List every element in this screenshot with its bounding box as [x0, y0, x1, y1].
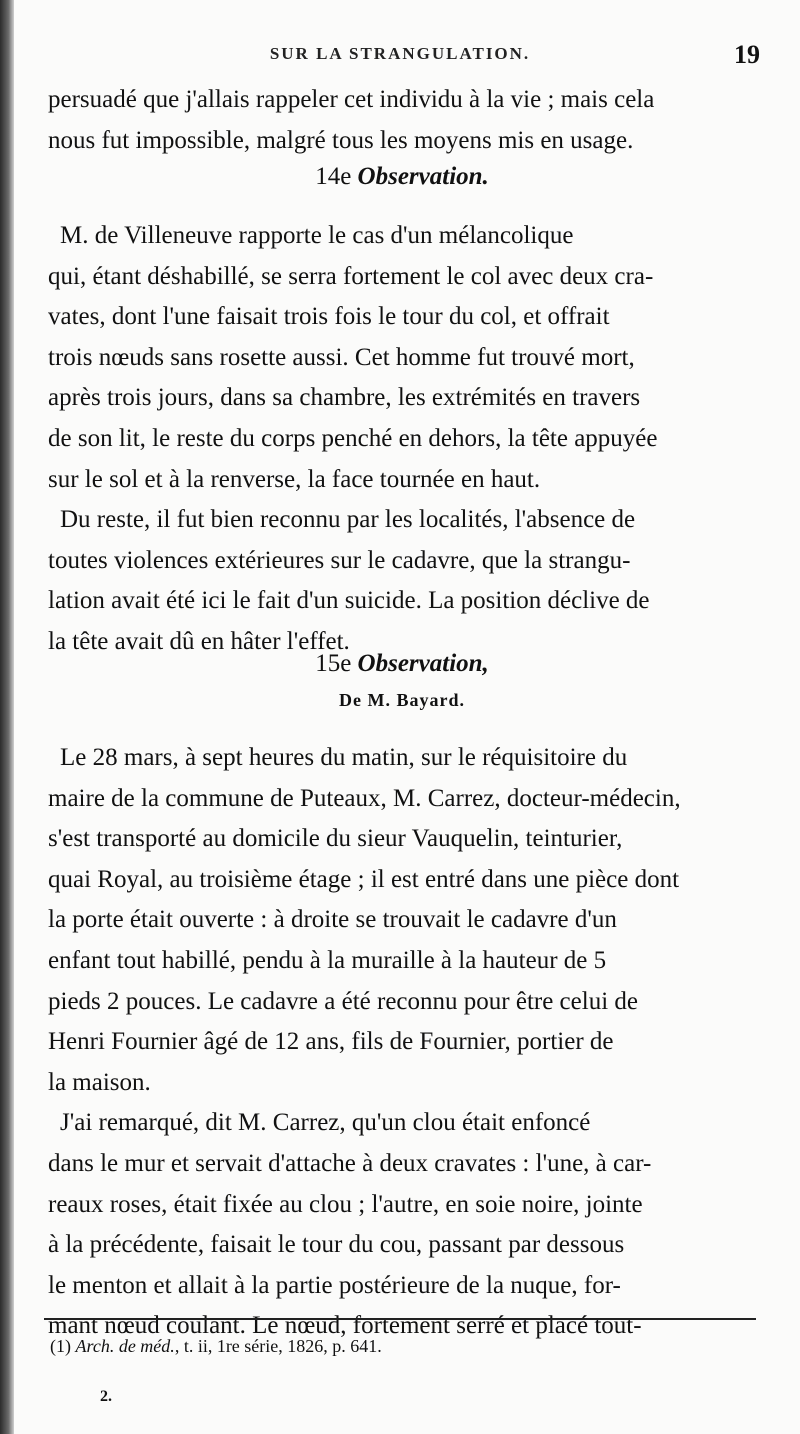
paragraph-1 [48, 80, 756, 161]
observation-15-heading [48, 650, 756, 678]
text-line: trois nœuds sans rosette aussi. Cet homme fut trouvé mort, [48, 343, 635, 371]
text-line: pieds 2 pouces. Le cadavre a été reconnu pour être celui de [48, 987, 638, 1015]
text-line: reaux roses, était fixée au clou ; l'autre, en soie noire, jointe [48, 1190, 643, 1218]
page-header [40, 40, 760, 70]
page-number: 19 [734, 40, 760, 69]
text-line: la tête avait dû en hâter l'effet. [48, 627, 350, 655]
observation-word: Observation. [357, 163, 489, 190]
text-line: lation avait été ici le fait d'un suicide. La position déclive de [48, 587, 650, 615]
text-line: quai Royal, au troisième étage ; il est entré dans une pièce dont [48, 865, 680, 893]
text-line: Du reste, il fut bien reconnu par les localités, l'absence de [60, 506, 636, 534]
text-line: qui, étant déshabillé, se serra fortement le col avec deux cra- [48, 262, 654, 290]
footnote-rule [44, 1318, 756, 1320]
text-line: le menton et allait à la partie postérieure de la nuque, for- [48, 1271, 621, 1299]
observation-author: De M. Bayard. [339, 690, 465, 710]
text-line: M. de Villeneuve rapporte le cas d'un mélancolique [60, 222, 574, 249]
text-line: Le 28 mars, à sept heures du matin, sur le réquisitoire du [60, 744, 628, 771]
text-line: de son lit, le reste du corps penché en dehors, la tête appuyée [48, 424, 658, 452]
text-line: dans le mur et servait d'attache à deux cravates : l'une, à car- [48, 1149, 652, 1177]
text-line: après trois jours, dans sa chambre, les extrémités en travers [48, 384, 641, 412]
text-line: la porte était ouverte : à droite se trouvait le cadavre d'un [48, 906, 617, 934]
footnote-source: Arch. de méd. [75, 1336, 175, 1356]
text-line: s'est transporté au domicile du sieur Vauquelin, teinturier, [48, 825, 623, 853]
text-line: sur le sol et à la renverse, la face tournée en haut. [48, 465, 541, 493]
text-line: nous fut impossible, malgré tous les moyens mis en usage. [48, 126, 634, 154]
text-line: Henri Fournier âgé de 12 ans, fils de Fournier, portier de [48, 1028, 614, 1056]
text-line: persuadé que j'allais rappeler cet individu à la vie ; mais cela [48, 86, 655, 113]
signature-mark: 2. [100, 1388, 112, 1405]
footnote-marker: (1) [50, 1336, 71, 1356]
text-line: enfant tout habillé, pendu à la muraille à la hauteur de 5 [48, 946, 607, 974]
footnote [50, 1336, 756, 1357]
text-line: vates, dont l'une faisait trois fois le tour du col, et offrait [48, 303, 610, 331]
text-line: J'ai remarqué, dit M. Carrez, qu'un clou était enfoncé [60, 1109, 591, 1137]
paragraph-2 [48, 216, 756, 663]
footnote-details: , t. ii, 1re série, 1826, p. 641. [174, 1336, 382, 1356]
text-line: mant nœud coulant. Le nœud, fortement serré et placé tout- [48, 1312, 642, 1340]
text-line: toutes violences extérieures sur le cadavre, que la strangu- [48, 546, 631, 574]
observation-14-heading [48, 163, 756, 191]
paragraph-4 [48, 738, 756, 1347]
observation-word: Observation, [357, 650, 489, 677]
book-spine-shadow [0, 0, 14, 1434]
text-line: la maison. [48, 1068, 151, 1096]
running-head: SUR LA STRANGULATION. [269, 44, 531, 63]
text-line: à la précédente, faisait le tour du cou, passant par dessous [48, 1231, 625, 1259]
observation-number: 15e [315, 650, 352, 677]
text-line: maire de la commune de Puteaux, M. Carrez, docteur-médecin, [48, 784, 681, 812]
observation-number: 14e [315, 163, 352, 190]
